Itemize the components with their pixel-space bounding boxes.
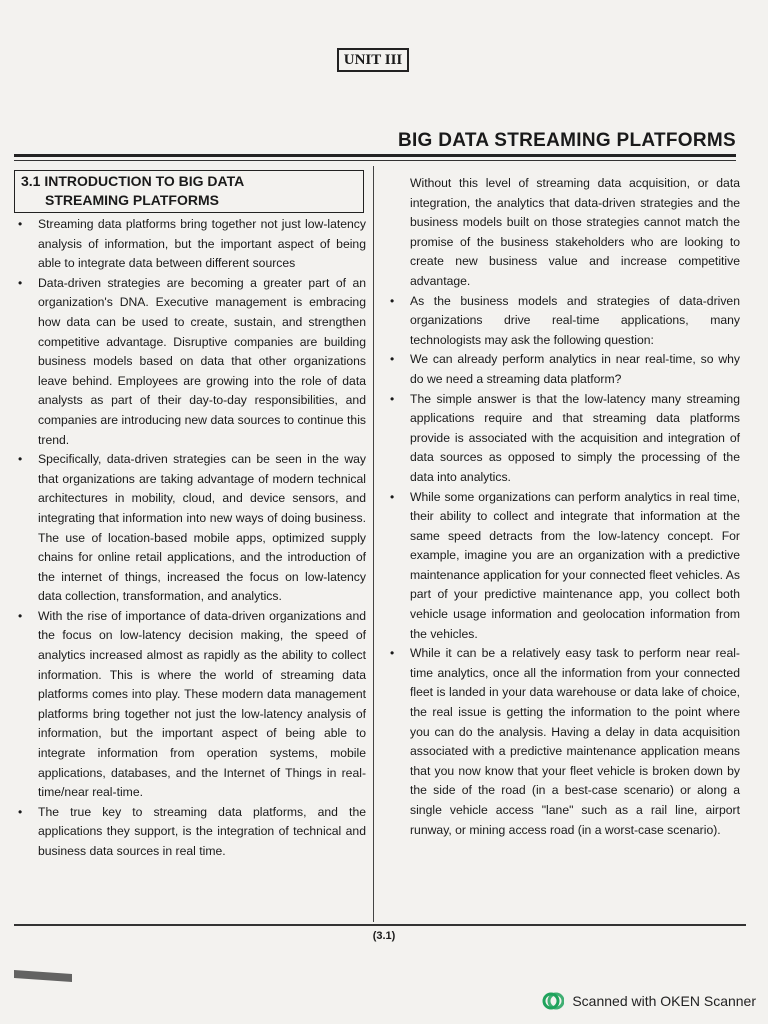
bullet-icon: • xyxy=(18,608,23,623)
section-heading-line1: 3.1 INTRODUCTION TO BIG DATA xyxy=(21,173,245,189)
section-heading-line2: STREAMING PLATFORMS xyxy=(45,192,219,208)
list-item: • As the business models and strategies of data-driven organizations drive real-time applications, many technologists may ask the following question: xyxy=(390,293,740,347)
scanner-text: Scanned with OKEN Scanner xyxy=(572,993,756,1009)
bullet-icon: • xyxy=(390,489,395,504)
bullet-icon: • xyxy=(390,352,395,367)
bullet-icon: • xyxy=(390,646,395,661)
bullet-icon: • xyxy=(18,275,23,290)
right-intro-paragraph: Without this level of streaming data acquisition, or data integration, the analytics that data-driven strategies and the business models built on those strategies cannot match the promise of the business stakeholders who are looking to create new business value and increase competitive advantage. xyxy=(410,176,740,288)
list-item: • The true key to streaming data platforms, and the applications they support, is the integration of technical and business data sources in real time. xyxy=(18,804,366,858)
section-heading xyxy=(14,170,364,213)
scanner-logo-icon xyxy=(542,990,564,1012)
title-rule-thin xyxy=(14,160,736,161)
bullet-icon: • xyxy=(390,391,395,406)
scan-smudge xyxy=(14,970,72,982)
right-column xyxy=(386,174,740,840)
list-item: • With the rise of importance of data-driven organizations and the focus on low-latency decision making, the speed of analytics increased almost as rapidly as the ability to collect information. This is where the world of streaming data platforms comes into play. These modern data management platforms bring together not just the low-latency analysis of information, but the important aspect of being able to integrate information from operation systems, mobile applications, databases, and the Internet of Things in real-time/near real-time. xyxy=(18,608,366,800)
left-column xyxy=(14,170,366,862)
list-item: • While some organizations can perform analytics in real time, their ability to collect and integrate that information at the same speed detracts from the low-latency concept. For example, imagine you are an organization with a predictive maintenance application for your connected fleet vehicles. As part of your predictive maintenance app, you collect both vehicle usage information and geolocation information from the vehicles. xyxy=(390,489,740,641)
bullet-icon: • xyxy=(390,293,395,308)
left-bullet-list xyxy=(14,215,366,862)
bullet-icon: • xyxy=(18,804,23,819)
right-bullet-list xyxy=(386,292,740,841)
scanner-watermark xyxy=(542,989,756,1013)
page-number: (3.1) xyxy=(372,930,396,942)
column-divider xyxy=(373,166,374,922)
chapter-title: BIG DATA STREAMING PLATFORMS xyxy=(397,130,736,151)
list-item: • Streaming data platforms bring together not just low-latency analysis of information, but the important aspect of being able to integrate data between different sources xyxy=(18,217,366,271)
list-item: • While it can be a relatively easy task to perform near real-time analytics, once all the information from your connected fleet is landed in your data warehouse or data lake of choice, the real issue is getting the information to the point where you can do the analysis. Having a delay in data acquisition associated with a predictive maintenance application means that you now know that your fleet vehicle is broken down by the side of the road (in a best-case scenario) or along a single vehicle access "lane" such as a rail line, airport runway, or mining access road (in a worst-case scenario). xyxy=(390,646,740,837)
list-item: • We can already perform analytics in near real-time, so why do we need a streaming data platform? xyxy=(390,352,740,386)
list-item: • Specifically, data-driven strategies can be seen in the way that organizations are taking advantage of modern technical architectures in mobility, cloud, and device sensors, and integrating that information into new ways of doing business. The use of location-based mobile apps, optimized supply chains for online retail applications, and the introduction of the internet of things, increased the focus on low-latency data collection, transformation, and analytics. xyxy=(18,452,366,604)
list-item: • The simple answer is that the low-latency many streaming applications require and that streaming data platforms provide is associated with the acquisition and integration of data sources as opposed to simply the processing of the data into analytics. xyxy=(390,391,740,484)
unit-label: UNIT III xyxy=(337,48,409,72)
bullet-icon: • xyxy=(18,217,23,231)
bottom-rule xyxy=(14,924,746,926)
list-item: • Data-driven strategies are becoming a greater part of an organization's DNA. Executive management is embracing how data can be used to create, sustain, and strengthen competitive advantage. Disruptive companies are building business models based on data that other organizations leave behind. Employees are growing into the role of data analysts as part of their day-to-day responsibilities, and companies are introducing new data sources to continue this trend. xyxy=(18,275,366,447)
bullet-icon: • xyxy=(18,452,23,467)
title-rule-thick xyxy=(14,154,736,157)
